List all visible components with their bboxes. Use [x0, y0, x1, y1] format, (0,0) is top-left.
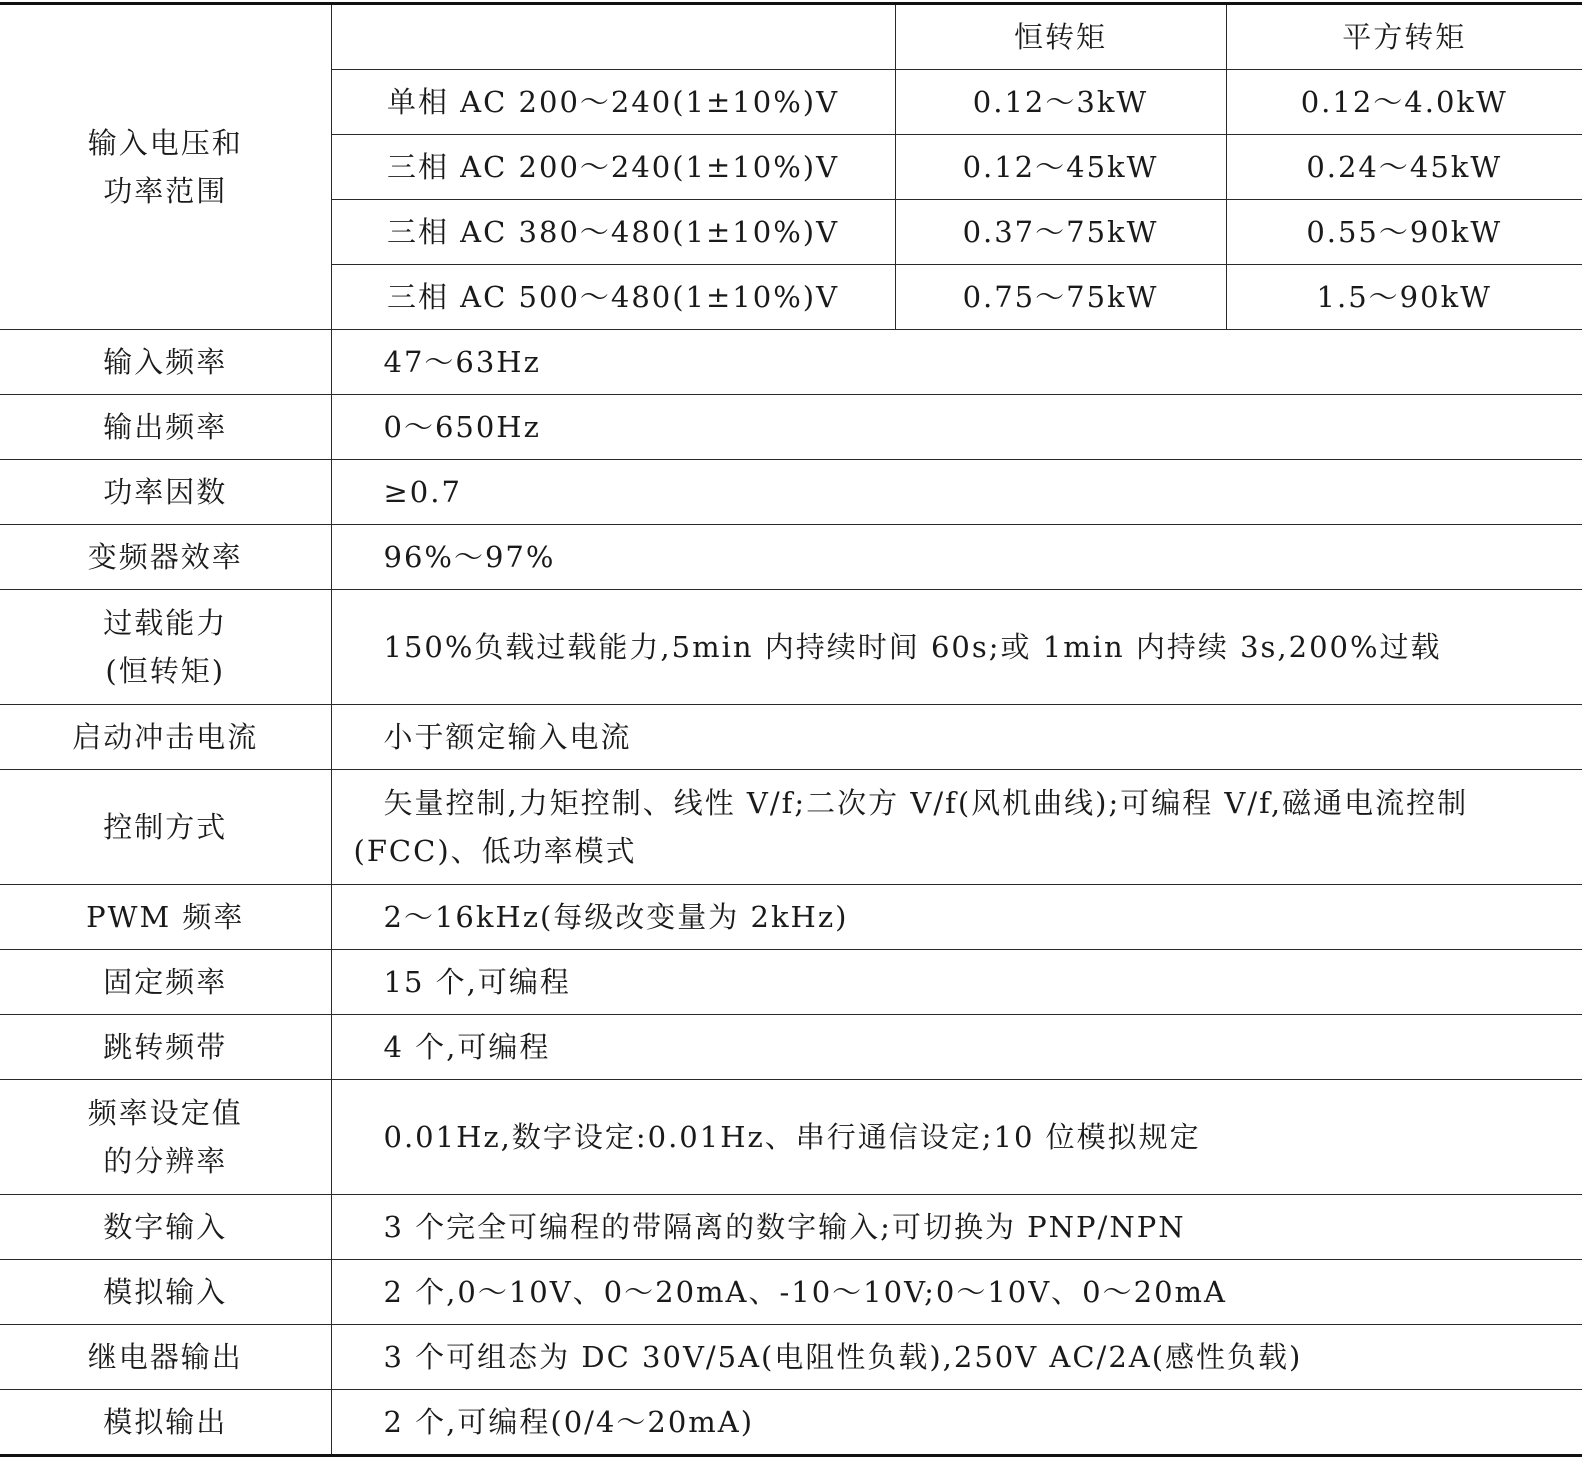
square-torque-cell: 1.5～90kW — [1226, 265, 1582, 330]
square-torque-cell: 0.12～4.0kW — [1226, 70, 1582, 135]
row-label: 输入频率 — [0, 330, 331, 395]
row-label: PWM 频率 — [0, 885, 331, 950]
table-row — [0, 1325, 1582, 1390]
row-value: 2～16kHz(每级改变量为 2kHz) — [331, 885, 1582, 950]
constant-torque-cell: 0.12～3kW — [895, 70, 1226, 135]
row-value: 小于额定输入电流 — [331, 705, 1582, 770]
table-row — [0, 1260, 1582, 1325]
row-value: 3 个可组态为 DC 30V/5A(电阻性负载),250V AC/2A(感性负载) — [331, 1325, 1582, 1390]
row-label: 模拟输出 — [0, 1390, 331, 1456]
label-line: 输入电压和 — [87, 126, 243, 160]
row-label: 模拟输入 — [0, 1260, 331, 1325]
label-line: 的分辨率 — [103, 1144, 228, 1178]
table-row — [0, 1015, 1582, 1080]
table-row — [0, 1390, 1582, 1456]
table-row — [0, 330, 1582, 395]
header-constant-torque: 恒转矩 — [895, 4, 1226, 70]
constant-torque-cell: 0.75～75kW — [895, 265, 1226, 330]
row-label: 固定频率 — [0, 950, 331, 1015]
row-label: 控制方式 — [0, 770, 331, 885]
row-value: 15 个,可编程 — [331, 950, 1582, 1015]
row-label: 输出频率 — [0, 395, 331, 460]
row-value: 0.01Hz,数字设定:0.01Hz、串行通信设定;10 位模拟规定 — [331, 1080, 1582, 1195]
table-row — [0, 460, 1582, 525]
row-value: 96%～97% — [331, 525, 1582, 590]
row-label: 跳转频带 — [0, 1015, 331, 1080]
voltage-cell: 单相 AC 200～240(1±10%)V — [331, 70, 895, 135]
table-row — [0, 590, 1582, 705]
row-value: 4 个,可编程 — [331, 1015, 1582, 1080]
header-blank-cell — [331, 4, 895, 70]
row-label-input-voltage — [0, 4, 331, 330]
constant-torque-cell: 0.12～45kW — [895, 135, 1226, 200]
voltage-cell: 三相 AC 200～240(1±10%)V — [331, 135, 895, 200]
spec-table — [0, 2, 1582, 1457]
label-line: (恒转矩) — [105, 654, 226, 688]
row-value: 3 个完全可编程的带隔离的数字输入;可切换为 PNP/NPN — [331, 1195, 1582, 1260]
square-torque-cell: 0.55～90kW — [1226, 200, 1582, 265]
table-row — [0, 395, 1582, 460]
row-value: 2 个,可编程(0/4～20mA) — [331, 1390, 1582, 1456]
table-row — [0, 950, 1582, 1015]
row-value: ≥0.7 — [331, 460, 1582, 525]
row-value: 47～63Hz — [331, 330, 1582, 395]
row-label — [0, 1080, 331, 1195]
row-label — [0, 590, 331, 705]
row-value: 矢量控制,力矩控制、线性 V/f;二次方 V/f(风机曲线);可编程 V/f,磁通电流控制(FCC)、低功率模式 — [331, 770, 1582, 885]
voltage-cell: 三相 AC 380～480(1±10%)V — [331, 200, 895, 265]
header-square-torque: 平方转矩 — [1226, 4, 1582, 70]
row-label: 功率因数 — [0, 460, 331, 525]
table-row — [0, 1195, 1582, 1260]
row-label: 变频器效率 — [0, 525, 331, 590]
table-row — [0, 885, 1582, 950]
label-line: 频率设定值 — [87, 1096, 243, 1130]
table-row — [0, 1080, 1582, 1195]
table-header-row — [0, 4, 1582, 70]
label-line: 功率范围 — [103, 174, 228, 208]
row-value: 0～650Hz — [331, 395, 1582, 460]
square-torque-cell: 0.24～45kW — [1226, 135, 1582, 200]
row-label: 数字输入 — [0, 1195, 331, 1260]
label-line: 过载能力 — [103, 606, 228, 640]
table-row — [0, 770, 1582, 885]
voltage-cell: 三相 AC 500～480(1±10%)V — [331, 265, 895, 330]
row-label: 继电器输出 — [0, 1325, 331, 1390]
constant-torque-cell: 0.37～75kW — [895, 200, 1226, 265]
row-label: 启动冲击电流 — [0, 705, 331, 770]
row-value: 150%负载过载能力,5min 内持续时间 60s;或 1min 内持续 3s,200%过载 — [331, 590, 1582, 705]
table-row — [0, 705, 1582, 770]
row-value: 2 个,0～10V、0～20mA、-10～10V;0～10V、0～20mA — [331, 1260, 1582, 1325]
table-row — [0, 525, 1582, 590]
